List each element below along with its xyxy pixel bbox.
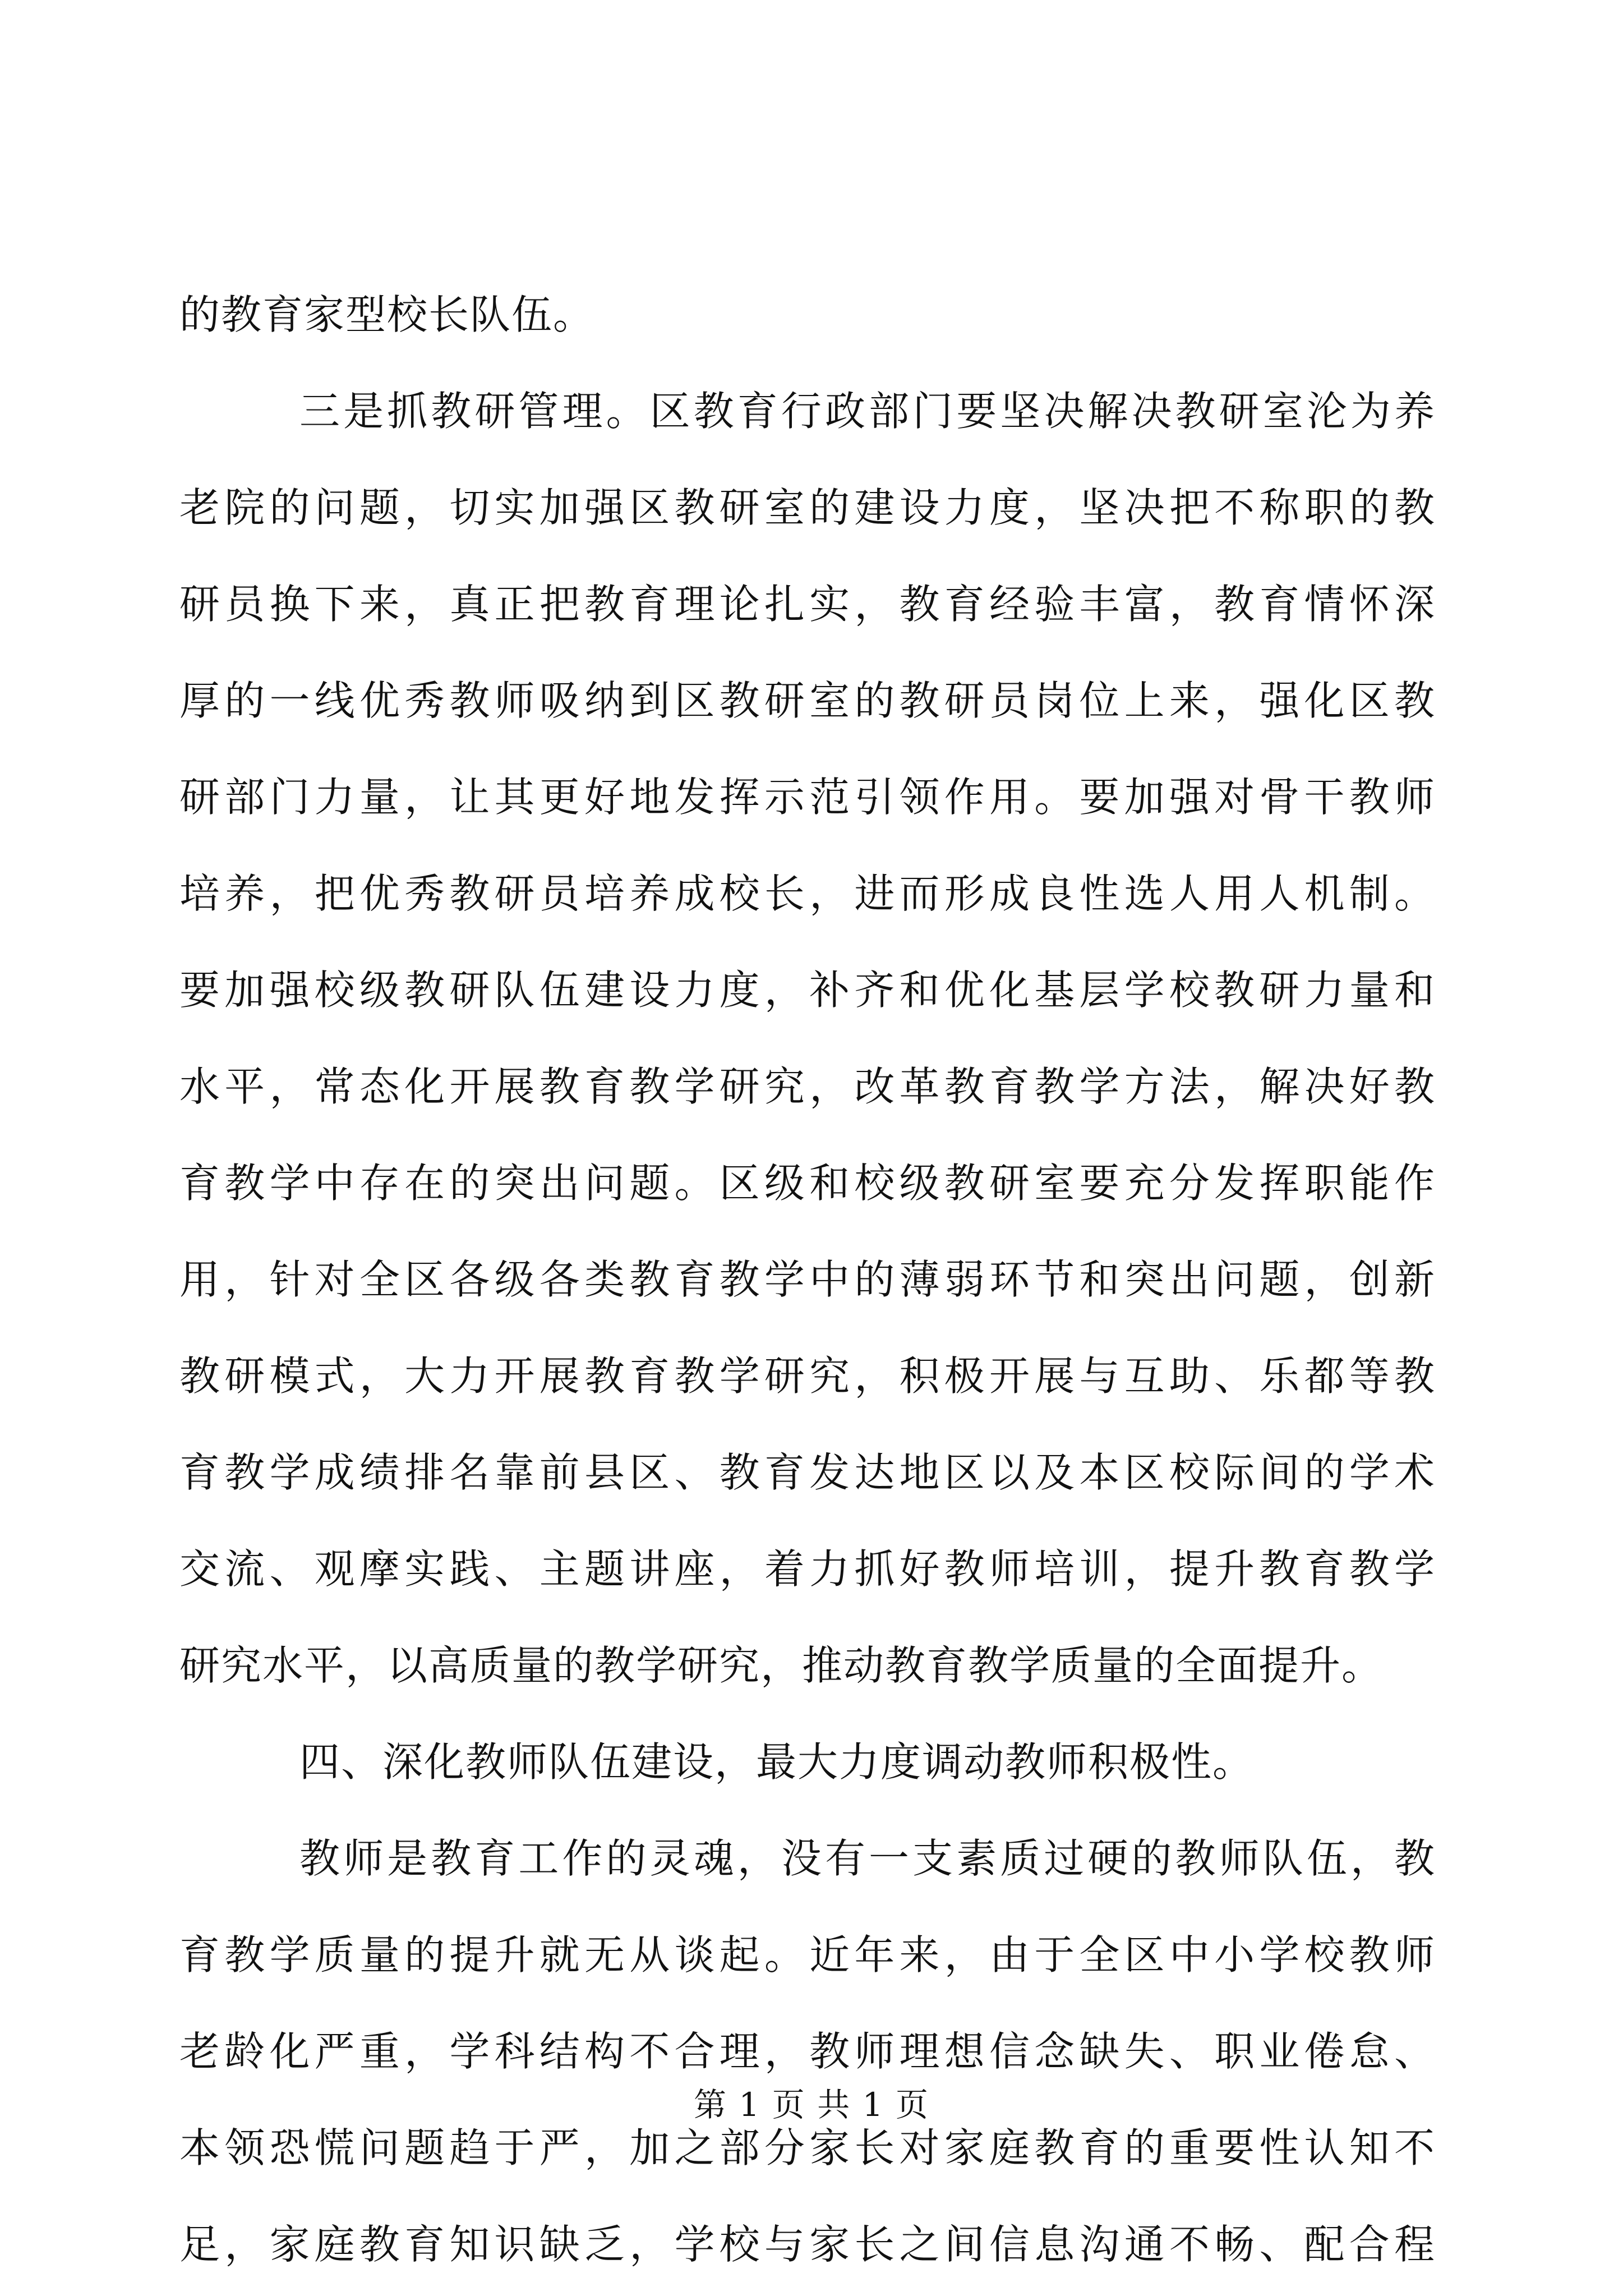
text-line: 教研模式，大力开展教育教学研究，积极开展与互助、乐都等教 [179, 1352, 1436, 1400]
text-line: 研员换下来，真正把教育理论扎实，教育经验丰富，教育情怀深 [179, 581, 1436, 628]
text-line: 育教学成绩排名靠前县区、教育发达地区以及本区校际间的学术 [179, 1449, 1436, 1496]
text-line: 育教学质量的提升就无从谈起。近年来，由于全区中小学校教师 [179, 1931, 1436, 1978]
text-line: 本领恐慌问题趋于严，加之部分家长对家庭教育的重要性认知不 [179, 2124, 1436, 2171]
body-text [179, 266, 1436, 2293]
text-line: 育教学中存在的突出问题。区级和校级教研室要充分发挥职能作 [179, 1159, 1436, 1207]
text-line: 研究水平，以高质量的教学研究，推动教育教学质量的全面提升。 [179, 1642, 1384, 1689]
section-heading: 四、深化教师队伍建设，最大力度调动教师积极性。 [299, 1738, 1255, 1786]
paragraph-first-line: 三是抓教研管理。区教育行政部门要坚决解决教研室沦为养 [299, 388, 1436, 435]
text-line: 水平，常态化开展教育教学研究，改革教育教学方法，解决好教 [179, 1063, 1436, 1110]
text-line: 用，针对全区各级各类教育教学中的薄弱环节和突出问题，创新 [179, 1256, 1436, 1303]
text-line: 交流、观摩实践、主题讲座，着力抓好教师培训，提升教育教学 [179, 1545, 1436, 1593]
text-line: 研部门力量，让其更好地发挥示范引领作用。要加强对骨干教师 [179, 774, 1436, 821]
text-line: 厚的一线优秀教师吸纳到区教研室的教研员岗位上来，强化区教 [179, 677, 1436, 724]
page-footer: 第 1 页 共 1 页 [694, 2086, 929, 2124]
text-line: 老龄化严重，学科结构不合理，教师理想信念缺失、职业倦怠、 [179, 2028, 1436, 2075]
text-line: 的教育家型校长队伍。 [179, 291, 595, 338]
text-line: 足，家庭教育知识缺乏，学校与家长之间信息沟通不畅、配合程 [179, 2221, 1436, 2268]
text-line: 培养，把优秀教研员培养成校长，进而形成良性选人用人机制。 [179, 870, 1436, 917]
text-line: 老院的问题，切实加强区教研室的建设力度，坚决把不称职的教 [179, 484, 1436, 531]
text-line: 要加强校级教研队伍建设力度，补齐和优化基层学校教研力量和 [179, 967, 1436, 1014]
paragraph-first-line: 教师是教育工作的灵魂，没有一支素质过硬的教师队伍，教 [299, 1835, 1436, 1882]
